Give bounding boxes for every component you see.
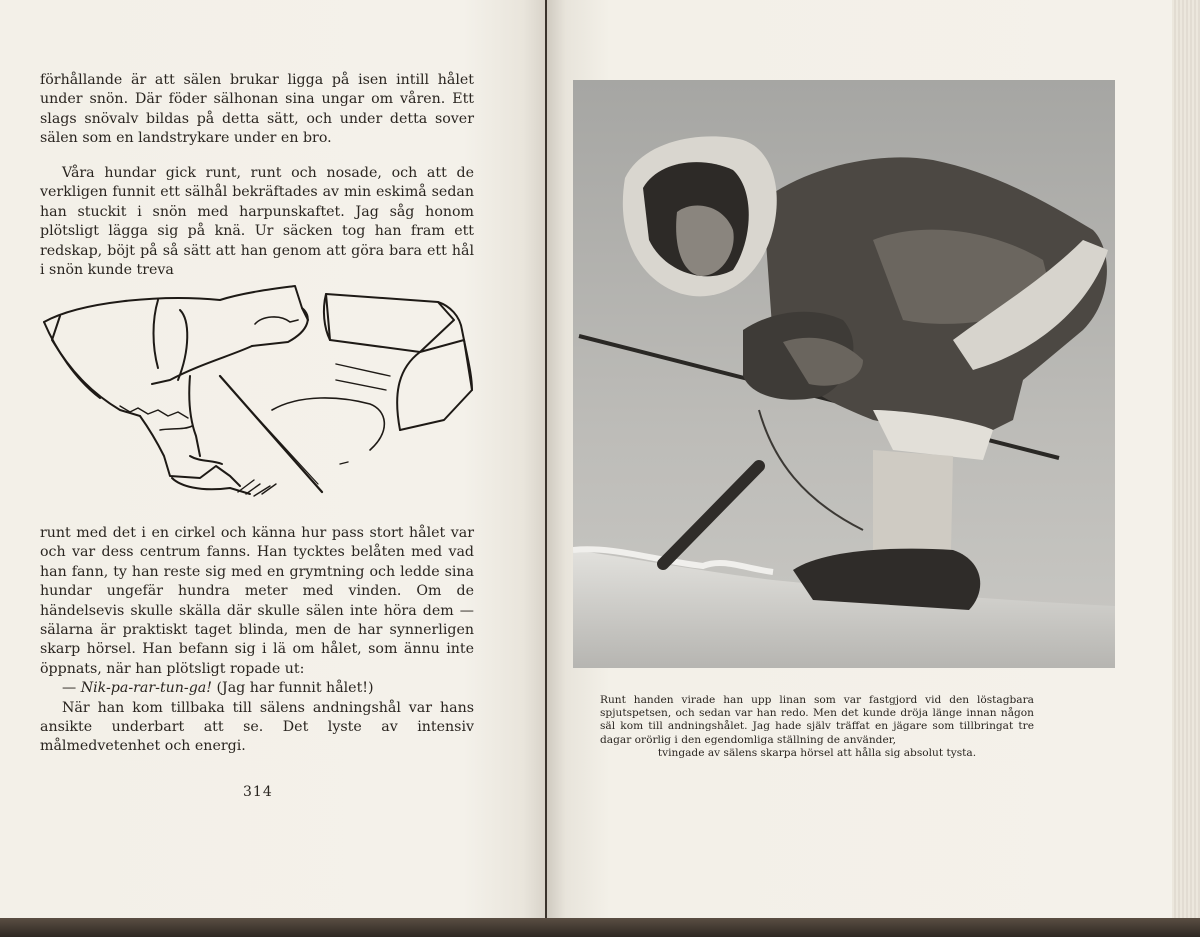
dash: —: [62, 680, 81, 697]
hunter-sketch-illustration: [40, 280, 480, 512]
caption-text: Runt handen virade han upp linan som var fastgjord vid den löstagbara spjutspetsen, och sedan var han redo. Men det kunde dröja länge innan någon säl kom till andningshålet. Jag hade själv träffat en jägare som tillbringat tre dagar orörlig i den egendomliga ställning de använder,: [600, 694, 1034, 746]
paragraph-text: Våra hundar gick runt, runt och nosade, och att de verkligen funnit ett sälhål bekräftades av min eskimå sedan han stuckit i snön med harpunskaftet. Jag såg honom plötsligt lägga sig på knä. Ur säcken tog han fram ett redskap, böjt på så sätt att han genom att göra bara ett hål i snön kunde treva: [40, 165, 474, 279]
paragraph: [40, 524, 474, 757]
hunter-photograph: [573, 80, 1115, 668]
caption-last-line: tvingade av sälens skarpa hörsel att hålla sig absolut tysta.: [657, 746, 977, 759]
book-bottom-edge: [0, 918, 1200, 937]
book-page-edges: [1172, 0, 1200, 937]
page-number: 314: [243, 784, 273, 800]
shout-line: [40, 679, 474, 698]
translation: (Jag har funnit hålet!): [211, 680, 374, 697]
left-page: [0, 0, 545, 922]
paragraph-text: förhållande är att sälen brukar ligga på isen intill hålet under snön. Där föder sälhonan sina ungar om våren. Ett slags snövalv bildas på detta sätt, och under detta sover sälen som en landstrykare under en bro.: [40, 72, 474, 147]
paragraph: [40, 71, 474, 149]
inuit-phrase: Nik-pa-rar-tun-ga!: [80, 680, 212, 697]
paragraph-text: runt med det i en cirkel och känna hur pass stort hålet var och var dess centrum fanns. Han tycktes belåten med vad han fann, ty han reste sig med en grymtning och ledde sina hundar ungefär hundra meter med vinden. Om de händelsevis skulle skälla där skulle sälen inte höra dem — sälarna är praktiskt taget blinda, men de har synnerligen skarp hörsel. Han befann sig i lä om hålet, som ännu inte öppnats, när han plötsligt ropade ut:: [40, 525, 474, 677]
photo-caption: [600, 694, 1034, 760]
paragraph-text: När han kom tillbaka till sälens andningshål var hans ansikte underbart att se. Det lyste av intensiv målmedvetenhet och energi.: [40, 699, 474, 755]
paragraph: [40, 164, 474, 280]
